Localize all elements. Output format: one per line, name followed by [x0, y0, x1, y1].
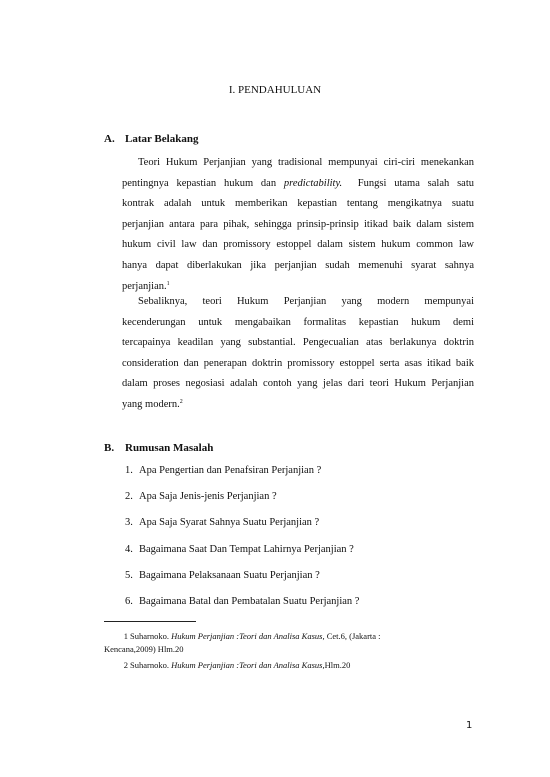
footnote-mark: 2: [123, 660, 128, 670]
text-line: kecenderungan untuk mengabaikan formalitas kepastian hukum demi: [122, 316, 474, 328]
list-text: Apa Saja Syarat Sahnya Suatu Perjanjian ?: [139, 517, 320, 529]
footnote-reference[interactable]: 2: [179, 398, 183, 405]
footnote-reference[interactable]: 1: [166, 280, 170, 287]
footnote-rest: Hlm.20: [324, 660, 351, 670]
footnote-2: [104, 659, 434, 672]
text-line: [122, 174, 474, 195]
section-a-title: Latar Belakang: [125, 133, 199, 145]
list-item: [125, 516, 359, 542]
list-text: Apa Saja Jenis-jenis Perjanjian ?: [139, 491, 277, 503]
text-line: consideration dan penerapan doktrin promissory estoppel serta asas itikad baik: [122, 357, 474, 369]
list-number: 2.: [125, 491, 133, 503]
section-b-title: Rumusan Masalah: [125, 442, 214, 454]
list-item: [125, 464, 359, 490]
footnote-continuation: Kencana,2009) Hlm.20: [104, 644, 184, 654]
list-item: [125, 569, 359, 595]
text-line: hukum civil law dan promissory estoppel dalam sistem hukum common law: [122, 239, 474, 251]
text-line: perjanjian antara para pihak, sehingga prinsip-prinsip itikad baik dalam sistem: [122, 218, 474, 230]
text-span: Fungsi utama salah satu: [357, 177, 474, 189]
text-line: Sebaliknya, teori Hukum Perjanjian yang modern mempunyai: [138, 296, 474, 307]
list-text: Bagaimana Batal dan Pembatalan Suatu Perjanjian ?: [139, 595, 360, 607]
list-number: 3.: [125, 517, 133, 529]
list-text: Bagaimana Pelaksanaan Suatu Perjanjian ?: [139, 569, 320, 581]
footnote-1: [104, 630, 434, 656]
text-span: perjanjian.: [122, 280, 167, 292]
page-number: 1: [466, 720, 473, 731]
section-a-heading: [104, 133, 198, 145]
text-span: yang modern.: [122, 398, 180, 410]
text-line: kontrak adalah untuk memberikan kepastian tentang mengikatnya suatu: [122, 198, 474, 210]
section-a-paragraph-1: [122, 153, 474, 297]
text-line: hanya dapat diberlakukan jika perjanjian sudah memenuhi syarat sahnya: [122, 259, 474, 271]
footnote-title: Hukum Perjanjian :Teori dan Analisa Kasus,: [171, 660, 325, 670]
footnote-rest: Cet.6, (Jakarta :: [324, 631, 381, 641]
list-number: 6.: [125, 595, 133, 607]
list-item: [125, 595, 359, 621]
text-line: [122, 395, 474, 416]
list-number: 4.: [125, 543, 133, 555]
list-number: 5.: [125, 569, 133, 581]
footnote-title: Hukum Perjanjian :Teori dan Analisa Kasus,: [171, 631, 325, 641]
footnote-separator: [104, 621, 196, 622]
footnote-author: Suharnoko.: [130, 660, 169, 670]
footnote-mark: 1: [123, 631, 128, 641]
section-a-paragraph-2: [122, 292, 474, 416]
section-b-heading: [104, 442, 213, 454]
footnote-author: Suharnoko.: [130, 631, 169, 641]
list-number: 1.: [125, 465, 133, 476]
chapter-heading: I. PENDAHULUAN: [228, 84, 322, 96]
list-item: [125, 543, 359, 569]
list-text: Bagaimana Saat Dan Tempat Lahirnya Perjanjian ?: [139, 543, 354, 555]
text-span: pentingnya kepastian hukum dan: [122, 177, 277, 189]
text-line: tercapainya keadilan yang substantial. Pengecualian atas berlakunya doktrin: [122, 337, 474, 349]
section-a-letter: A.: [104, 133, 115, 145]
text-line: dalam proses negosiasi adalah contoh yang jelas dari teori Hukum Perjanjian: [122, 378, 474, 390]
list-text: Apa Pengertian dan Penafsiran Perjanjian ?: [139, 465, 322, 476]
text-line: Teori Hukum Perjanjian yang tradisional mempunyai ciri-ciri menekankan: [138, 157, 474, 168]
list-item: [125, 490, 359, 516]
problem-list: [125, 464, 359, 621]
italic-term: predictability.: [283, 177, 343, 189]
section-b-letter: B.: [104, 442, 115, 454]
